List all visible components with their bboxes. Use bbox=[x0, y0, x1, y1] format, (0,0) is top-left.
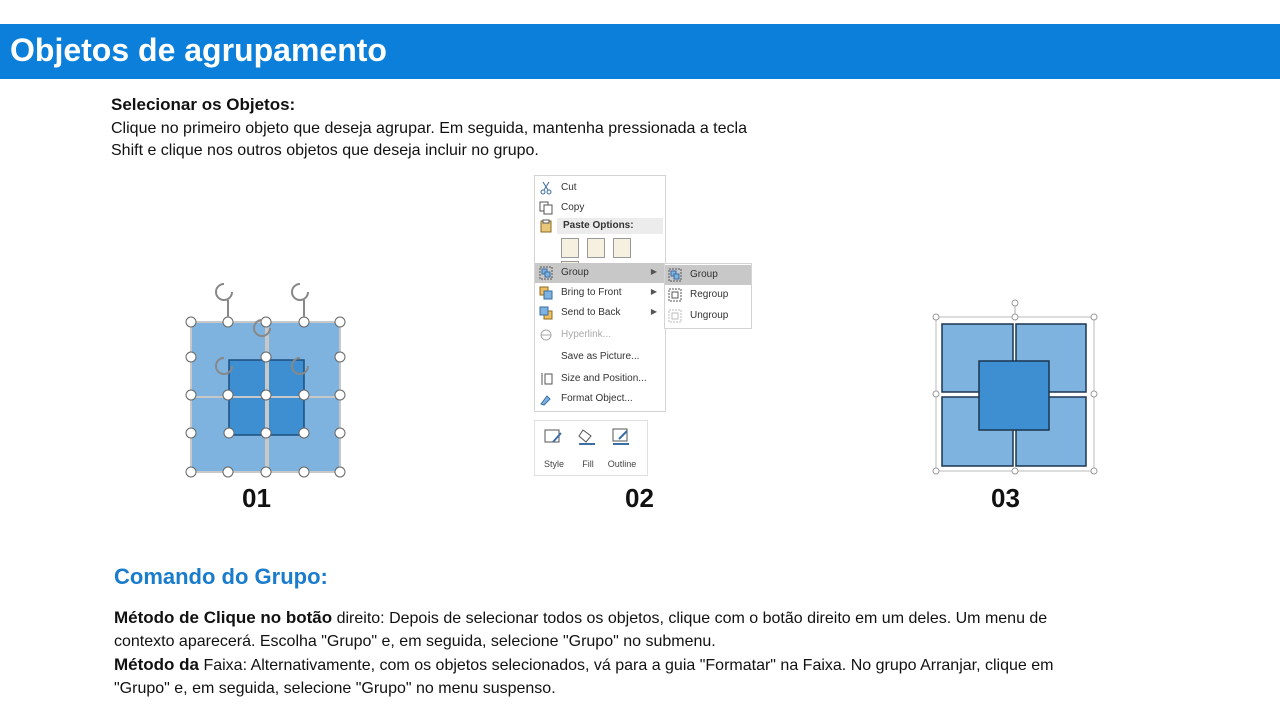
menu-item-hyperlink[interactable] bbox=[535, 325, 665, 345]
ungroup-icon bbox=[668, 309, 682, 323]
menu-item-format-object[interactable] bbox=[535, 389, 665, 409]
method-ribbon bbox=[114, 653, 1074, 700]
style-button[interactable]: Style bbox=[537, 427, 571, 471]
bring-front-icon bbox=[539, 286, 553, 300]
paste-keep-format-icon[interactable] bbox=[561, 238, 579, 258]
submenu-item-label: Ungroup bbox=[690, 310, 729, 321]
submenu-item-label: Regroup bbox=[690, 289, 729, 300]
size-position-icon bbox=[539, 372, 553, 386]
outline-pen-icon bbox=[611, 427, 633, 445]
paste-picture-icon[interactable] bbox=[613, 238, 631, 258]
method-ribbon-title: Método da bbox=[114, 655, 199, 674]
group-icon bbox=[668, 268, 682, 282]
menu-item-label: Format Object... bbox=[561, 393, 633, 404]
menu-item-group[interactable] bbox=[535, 263, 665, 283]
menu-item-label: Cut bbox=[561, 182, 577, 193]
group-submenu bbox=[664, 263, 752, 329]
slide-title: Objetos de agrupamento bbox=[10, 32, 387, 68]
menu-item-label: Bring to Front bbox=[561, 287, 622, 298]
fill-bucket-icon bbox=[577, 427, 599, 445]
method-right-click-text: direito: Depois de selecionar todos os objetos, clique com o botão direito em um deles. Um menu de contexto aparecerá. Escolha "Grupo" e, em seguida, selecione "Grupo" no submenu. bbox=[114, 610, 1048, 650]
menu-item-label: Copy bbox=[561, 202, 585, 213]
menu-item-save-as-picture[interactable] bbox=[535, 347, 665, 367]
format-icon bbox=[539, 392, 553, 406]
send-back-icon bbox=[539, 306, 553, 320]
step-label-03: 03 bbox=[991, 483, 1020, 513]
illustration-selected-shapes bbox=[180, 270, 360, 480]
menu-item-cut[interactable] bbox=[535, 178, 665, 198]
menu-item-send-to-back[interactable] bbox=[535, 303, 665, 323]
menu-item-label: Send to Back bbox=[561, 307, 621, 318]
regroup-icon bbox=[668, 288, 682, 302]
select-heading: Selecionar os Objetos: bbox=[111, 95, 296, 114]
method-ribbon-text: Faixa: Alternativamente, com os objetos selecionados, vá para a guia "Formatar" na Faixa. No grupo Arranjar, clique em "Grupo" e, em seguida, selecione "Grupo" no menu suspenso. bbox=[114, 657, 1054, 697]
paste-options-header: Paste Options: bbox=[557, 218, 663, 234]
context-menu bbox=[534, 175, 666, 412]
style-icon bbox=[543, 427, 565, 445]
group-command-heading: Comando do Grupo: bbox=[114, 564, 328, 589]
menu-item-size-position[interactable] bbox=[535, 369, 665, 389]
chevron-right-icon: ▶ bbox=[650, 267, 657, 276]
method-right-click-title: Método de Clique no botão bbox=[114, 608, 333, 627]
clipboard-icon bbox=[539, 219, 553, 233]
copy-icon bbox=[539, 201, 553, 215]
select-body: Clique no primeiro objeto que deseja agrupar. Em seguida, mantenha pressionada a tecla Shift e clique nos outros objetos que deseja incluir no grupo. bbox=[111, 120, 747, 159]
menu-item-label: Size and Position... bbox=[561, 373, 647, 384]
menu-item-label: Hyperlink... bbox=[561, 329, 612, 340]
submenu-item-label: Group bbox=[690, 269, 718, 280]
menu-item-label: Save as Picture... bbox=[561, 351, 640, 362]
paste-merge-format-icon[interactable] bbox=[587, 238, 605, 258]
submenu-item-group[interactable] bbox=[665, 265, 751, 285]
submenu-item-regroup[interactable] bbox=[665, 285, 751, 305]
chevron-right-icon: ▶ bbox=[650, 287, 657, 296]
scissors-icon bbox=[539, 181, 553, 195]
method-right-click bbox=[114, 606, 1074, 653]
outline-button[interactable]: Outline bbox=[605, 427, 639, 471]
format-ribbon-mini bbox=[534, 420, 648, 476]
hyperlink-icon bbox=[539, 328, 553, 342]
title-bar bbox=[0, 24, 1280, 79]
menu-item-bring-to-front[interactable] bbox=[535, 283, 665, 303]
step-label-02: 02 bbox=[625, 483, 654, 513]
chevron-right-icon: ▶ bbox=[650, 307, 657, 316]
step-label-01: 01 bbox=[242, 483, 271, 513]
menu-item-copy[interactable] bbox=[535, 198, 665, 218]
fill-button[interactable]: Fill bbox=[571, 427, 605, 471]
paste-options-row bbox=[561, 238, 661, 260]
illustration-grouped-shapes bbox=[930, 295, 1100, 477]
group-icon bbox=[539, 266, 553, 280]
submenu-item-ungroup[interactable] bbox=[665, 306, 751, 326]
menu-item-label: Group bbox=[561, 267, 589, 278]
